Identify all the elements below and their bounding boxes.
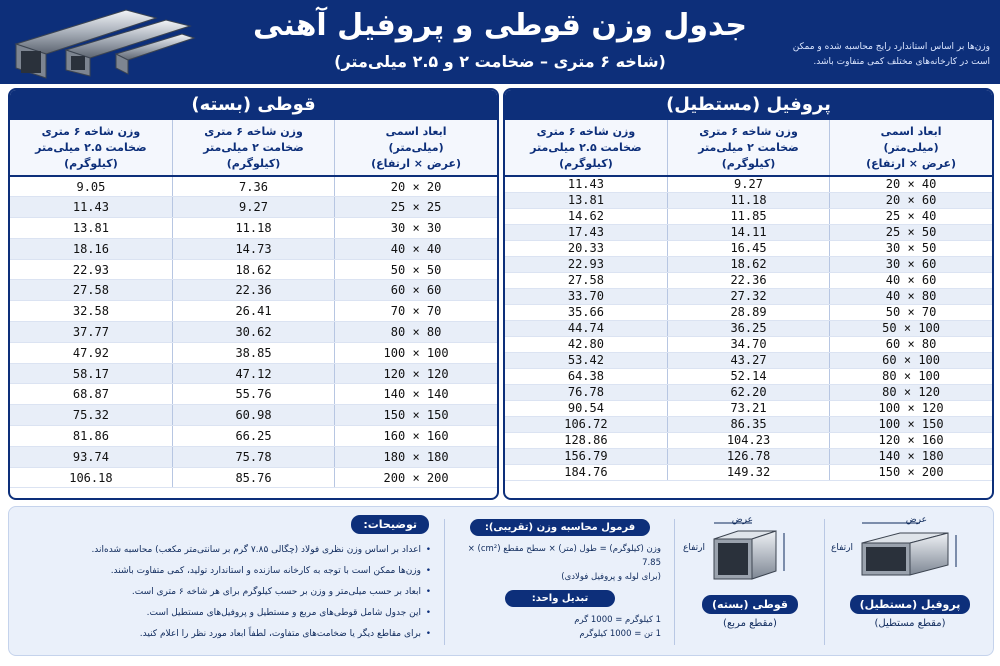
notes-title: توضیحات: — [351, 515, 429, 534]
dimension-cell: 140 × 140 — [335, 384, 497, 405]
header-banner — [0, 0, 1000, 84]
dimension-cell: 40 × 40 — [335, 238, 497, 259]
table-row — [10, 446, 497, 467]
weight-2mm-cell: 62.20 — [667, 384, 829, 400]
weight-2-5mm-cell: 42.80 — [505, 336, 667, 352]
dimension-cell: 25 × 25 — [335, 197, 497, 218]
dimension-cell: 50 × 30 — [830, 240, 992, 256]
profile-height-label: ارتفاع — [831, 543, 854, 553]
weight-2mm-cell: 22.36 — [172, 280, 334, 301]
table-row — [10, 426, 497, 447]
weight-2mm-cell: 26.41 — [172, 301, 334, 322]
box-width-label: عرض — [731, 515, 753, 525]
dimension-cell: 200 × 200 — [335, 467, 497, 488]
table-row — [505, 448, 992, 464]
weight-2-5mm-cell: 75.32 — [10, 405, 172, 426]
note-item: • وزن‌ها ممکن است با توجه به کارخانه سازنده و استاندارد تولید، کمی متفاوت باشند. — [15, 561, 435, 582]
weight-2-5mm-cell: 184.76 — [505, 464, 667, 480]
weight-2mm-cell: 11.18 — [667, 192, 829, 208]
steel-pipes-image — [6, 4, 196, 80]
note-item: • ابعاد بر حسب میلی‌متر و وزن بر حسب کیلوگرم برای هر شاخه ۶ متری است. — [15, 582, 435, 603]
table-row — [505, 432, 992, 448]
weight-2-5mm-cell: 20.33 — [505, 240, 667, 256]
table-row — [10, 405, 497, 426]
dimension-cell: 80 × 60 — [830, 336, 992, 352]
weight-2mm-cell: 36.25 — [667, 320, 829, 336]
weight-2mm-cell: 66.25 — [172, 426, 334, 447]
dimension-cell: 60 × 30 — [830, 256, 992, 272]
table-row — [10, 280, 497, 301]
table-row — [10, 467, 497, 488]
weight-2-5mm-cell: 32.58 — [10, 301, 172, 322]
weight-2mm-cell: 85.76 — [172, 467, 334, 488]
table-row — [10, 363, 497, 384]
table-row — [10, 384, 497, 405]
weight-2mm-cell: 43.27 — [667, 352, 829, 368]
weight-2mm-cell: 126.78 — [667, 448, 829, 464]
weight-2-5mm-cell: 33.70 — [505, 288, 667, 304]
weight-2-5mm-cell: 22.93 — [505, 256, 667, 272]
weight-2mm-cell: 16.45 — [667, 240, 829, 256]
weight-2mm-cell: 73.21 — [667, 400, 829, 416]
weight-2-5mm-cell: 53.42 — [505, 352, 667, 368]
note-item: • اعداد بر اساس وزن نظری فولاد (چگالی ۷.۸۵ گرم بر سانتی‌متر مکعب) محاسبه شده‌اند. — [15, 540, 435, 561]
weight-2-5mm-cell: 11.43 — [10, 197, 172, 218]
table-row — [10, 197, 497, 218]
table-row — [10, 342, 497, 363]
weight-2-5mm-cell: 128.86 — [505, 432, 667, 448]
notes-section — [15, 513, 435, 651]
col-header-dimensions: ابعاد اسمی (میلی‌متر) (عرض × ارتفاع) — [335, 120, 497, 176]
table-row — [505, 192, 992, 208]
weight-2-5mm-cell: 14.62 — [505, 208, 667, 224]
footer-divider — [444, 519, 445, 645]
dimension-cell: 180 × 140 — [830, 448, 992, 464]
dimension-cell: 70 × 50 — [830, 304, 992, 320]
table-row — [505, 320, 992, 336]
weight-2mm-cell: 75.78 — [172, 446, 334, 467]
dimension-cell: 100 × 100 — [335, 342, 497, 363]
weight-2-5mm-cell: 64.38 — [505, 368, 667, 384]
profile-width-label: عرض — [905, 515, 927, 525]
profile-table-title: پروفیل (مستطیل) — [505, 90, 992, 120]
formula-note: (برای لوله و پروفیل فولادی) — [561, 572, 661, 582]
table-row — [10, 176, 497, 197]
weight-2mm-cell: 52.14 — [667, 368, 829, 384]
box-height-label: ارتفاع — [683, 543, 706, 553]
dimension-cell: 150 × 100 — [830, 416, 992, 432]
table-row — [505, 272, 992, 288]
weight-2mm-cell: 30.62 — [172, 322, 334, 343]
dimension-cell: 50 × 25 — [830, 224, 992, 240]
weight-2mm-cell: 27.32 — [667, 288, 829, 304]
box-table-panel — [8, 88, 499, 500]
dimension-cell: 20 × 20 — [335, 176, 497, 197]
square-box-icon — [690, 513, 810, 593]
page-subtitle: (شاخه ۶ متری – ضخامت ۲ و ۲.۵ میلی‌متر) — [334, 52, 666, 71]
dimension-cell: 200 × 150 — [830, 464, 992, 480]
dimension-cell: 120 × 80 — [830, 384, 992, 400]
table-row — [505, 288, 992, 304]
weight-2-5mm-cell: 156.79 — [505, 448, 667, 464]
box-shape-name: قوطی (بسته) — [702, 595, 798, 614]
col-header-dimensions: ابعاد اسمی (میلی‌متر) (عرض × ارتفاع) — [830, 120, 992, 176]
weight-2-5mm-cell: 106.18 — [10, 467, 172, 488]
weight-2mm-cell: 104.23 — [667, 432, 829, 448]
box-shape-card — [685, 513, 815, 651]
convert-kg: 1 کیلوگرم = 1000 گرم — [574, 615, 661, 625]
box-table — [10, 120, 497, 488]
dimension-cell: 80 × 80 — [335, 322, 497, 343]
weight-2mm-cell: 14.11 — [667, 224, 829, 240]
weight-2mm-cell: 14.73 — [172, 238, 334, 259]
dimension-cell: 150 × 150 — [335, 405, 497, 426]
weight-2-5mm-cell: 93.74 — [10, 446, 172, 467]
dimension-cell: 50 × 50 — [335, 259, 497, 280]
weight-2mm-cell: 149.32 — [667, 464, 829, 480]
weight-2-5mm-cell: 18.16 — [10, 238, 172, 259]
weight-2-5mm-cell: 47.92 — [10, 342, 172, 363]
dimension-cell: 100 × 80 — [830, 368, 992, 384]
dimension-cell: 40 × 20 — [830, 176, 992, 192]
table-row — [505, 208, 992, 224]
weight-2mm-cell: 7.36 — [172, 176, 334, 197]
weight-2mm-cell: 11.18 — [172, 218, 334, 239]
dimension-cell: 70 × 70 — [335, 301, 497, 322]
dimension-cell: 100 × 60 — [830, 352, 992, 368]
weight-2mm-cell: 9.27 — [172, 197, 334, 218]
table-row — [505, 384, 992, 400]
dimension-cell: 160 × 160 — [335, 426, 497, 447]
weight-2-5mm-cell: 17.43 — [505, 224, 667, 240]
profile-table-panel — [503, 88, 994, 500]
weight-2-5mm-cell: 27.58 — [10, 280, 172, 301]
formula-section — [455, 513, 665, 651]
table-row — [10, 301, 497, 322]
profile-shape-sub: (مقطع مستطیل) — [874, 618, 946, 629]
weight-2-5mm-cell: 13.81 — [10, 218, 172, 239]
dimension-cell: 60 × 40 — [830, 272, 992, 288]
weight-2-5mm-cell: 81.86 — [10, 426, 172, 447]
weight-2mm-cell: 34.70 — [667, 336, 829, 352]
footer-info — [8, 506, 994, 656]
profile-shape-card — [831, 513, 985, 651]
formula-title: فرمول محاسبه وزن (تقریبی): — [470, 519, 650, 536]
dimension-cell: 160 × 120 — [830, 432, 992, 448]
table-row — [10, 218, 497, 239]
table-row — [505, 336, 992, 352]
table-row — [505, 416, 992, 432]
page-title: جدول وزن قوطی و پروفیل آهنی — [252, 8, 747, 43]
table-row — [505, 464, 992, 480]
col-header-weight-2mm: وزن شاخه ۶ متری ضخامت ۲ میلی‌متر (کیلوگرم) — [172, 120, 334, 176]
col-header-weight-2-5mm: وزن شاخه ۶ متری ضخامت ۲.۵ میلی‌متر (کیلوگرم) — [505, 120, 667, 176]
weight-2-5mm-cell: 37.77 — [10, 322, 172, 343]
table-row — [10, 259, 497, 280]
weight-2mm-cell: 18.62 — [172, 259, 334, 280]
weight-2-5mm-cell: 9.05 — [10, 176, 172, 197]
formula-line: وزن (کیلوگرم) = طول (متر) × سطح مقطع (cm²) × 7.85 — [467, 544, 661, 568]
table-row — [505, 304, 992, 320]
col-header-weight-2mm: وزن شاخه ۶ متری ضخامت ۲ میلی‌متر (کیلوگرم) — [667, 120, 829, 176]
weight-2mm-cell: 9.27 — [667, 176, 829, 192]
dimension-cell: 100 × 50 — [830, 320, 992, 336]
footer-divider — [824, 519, 825, 645]
weight-2mm-cell: 47.12 — [172, 363, 334, 384]
convert-title: تبدیل واحد: — [505, 590, 615, 607]
dimension-cell: 60 × 60 — [335, 280, 497, 301]
table-row — [505, 368, 992, 384]
table-row — [505, 224, 992, 240]
header-note: وزن‌ها بر اساس استاندارد رایج محاسبه شده و ممکن است در کارخانه‌های مختلف کمی متفاوت باشد. — [792, 42, 990, 67]
weight-2mm-cell: 18.62 — [667, 256, 829, 272]
weight-2mm-cell: 28.89 — [667, 304, 829, 320]
note-item: • برای مقاطع دیگر یا ضخامت‌های متفاوت، لطفاً ابعاد مورد نظر را اعلام کنید. — [15, 624, 435, 645]
weight-2-5mm-cell: 22.93 — [10, 259, 172, 280]
weight-2-5mm-cell: 13.81 — [505, 192, 667, 208]
profile-shape-name: پروفیل (مستطیل) — [850, 595, 971, 614]
notes-list — [15, 540, 435, 645]
weight-2mm-cell: 60.98 — [172, 405, 334, 426]
dimension-cell: 80 × 40 — [830, 288, 992, 304]
weight-2-5mm-cell: 35.66 — [505, 304, 667, 320]
table-row — [10, 238, 497, 259]
weight-2mm-cell: 11.85 — [667, 208, 829, 224]
dimension-cell: 60 × 20 — [830, 192, 992, 208]
weight-2mm-cell: 55.76 — [172, 384, 334, 405]
table-row — [505, 352, 992, 368]
weight-2-5mm-cell: 68.87 — [10, 384, 172, 405]
table-row — [505, 400, 992, 416]
profile-table — [505, 120, 992, 481]
weight-2-5mm-cell: 90.54 — [505, 400, 667, 416]
weight-2-5mm-cell: 11.43 — [505, 176, 667, 192]
box-table-title: قوطی (بسته) — [10, 90, 497, 120]
rectangular-profile-icon — [840, 513, 980, 593]
weight-2mm-cell: 86.35 — [667, 416, 829, 432]
convert-ton: 1 تن = 1000 کیلوگرم — [579, 629, 661, 639]
col-header-weight-2-5mm: وزن شاخه ۶ متری ضخامت ۲.۵ میلی‌متر (کیلوگرم) — [10, 120, 172, 176]
dimension-cell: 40 × 25 — [830, 208, 992, 224]
weight-2-5mm-cell: 76.78 — [505, 384, 667, 400]
note-item: • این جدول شامل قوطی‌های مربع و مستطیل و پروفیل‌های مستطیل است. — [15, 603, 435, 624]
table-row — [10, 322, 497, 343]
weight-2-5mm-cell: 27.58 — [505, 272, 667, 288]
weight-2-5mm-cell: 44.74 — [505, 320, 667, 336]
table-row — [505, 256, 992, 272]
dimension-cell: 120 × 100 — [830, 400, 992, 416]
table-row — [505, 240, 992, 256]
footer-divider — [674, 519, 675, 645]
weight-2mm-cell: 22.36 — [667, 272, 829, 288]
weight-2-5mm-cell: 106.72 — [505, 416, 667, 432]
dimension-cell: 120 × 120 — [335, 363, 497, 384]
table-row — [505, 176, 992, 192]
dimension-cell: 180 × 180 — [335, 446, 497, 467]
weight-2mm-cell: 38.85 — [172, 342, 334, 363]
dimension-cell: 30 × 30 — [335, 218, 497, 239]
box-shape-sub: (مقطع مربع) — [723, 618, 777, 629]
weight-2-5mm-cell: 58.17 — [10, 363, 172, 384]
